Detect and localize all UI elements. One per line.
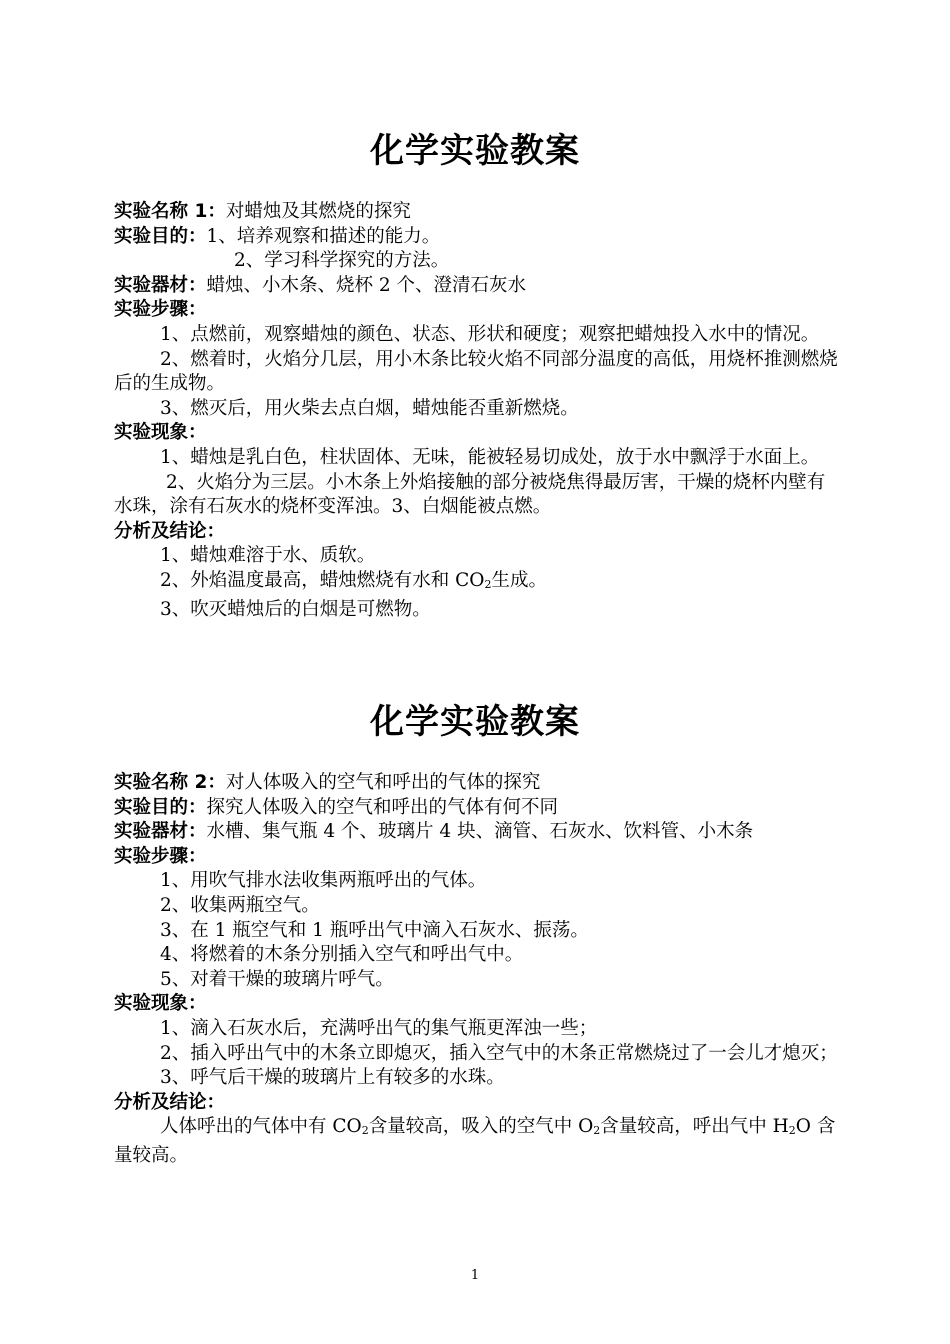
purpose-line [114,225,838,250]
section1-title: 化学实验教案 [370,131,580,171]
step-item: 2、收集两瓶空气。 [160,894,320,916]
steps-label: 实验步骤： [114,299,207,321]
step-item: 2、燃着时，火焰分几层，用小木条比较火焰不同部分温度的高低，用烧杯推测燃烧后的生成物。 [114,348,838,395]
conclusion-text: 人体呼出的气体中有 CO [160,1116,362,1138]
conclusion-text: 含量较高，呼出气中 H [600,1116,789,1138]
conclusion-text: 2、外焰温度最高，蜡烛燃烧有水和 CO [160,569,485,591]
step-item: 3、在 1 瓶空气和 1 瓶呼出气中滴入石灰水、振荡。 [160,919,589,941]
phenomenon-item: 2、插入呼出气中的木条立即熄灭，插入空气中的木条正常燃烧过了一会儿才熄灭； [160,1042,838,1064]
purpose-label: 实验目的： [114,225,207,247]
conclusion-item [114,1115,838,1168]
phenomenon-item: 2、火焰分为三层。小木条上外焰接触的部分被烧焦得最厉害，干燥的烧杯内壁有水珠，涂有石灰水的烧杯变浑浊。3、白烟能被点燃。 [114,471,826,518]
equipment-label: 实验器材： [114,274,207,296]
experiment-name-line [114,771,838,796]
conclusion-label: 分析及结论： [114,1091,226,1113]
page-number: 1 [470,1268,480,1283]
purpose-line [114,796,838,821]
conclusion-item: 3、吹灭蜡烛后的白烟是可燃物。 [160,598,431,620]
subscript: 2 [361,1124,369,1138]
conclusion-text: O 含量较高。 [114,1116,836,1166]
conclusion-label: 分析及结论： [114,520,226,542]
conclusion-item [114,569,838,598]
phenomena-label: 实验现象： [114,993,207,1015]
conclusion-text: 生成。 [491,569,547,591]
phenomenon-item: 3、呼气后干燥的玻璃片上有较多的水珠。 [160,1067,505,1089]
phenomenon-item: 1、蜡烛是乳白色，柱状固体、无味，能被轻易切成处，放于水中飘浮于水面上。 [160,446,820,468]
phenomena-label: 实验现象： [114,422,207,444]
experiment-name-value: 对蜡烛及其燃烧的探究 [225,201,411,222]
equipment-label: 实验器材： [114,821,207,843]
step-item: 1、点燃前，观察蜡烛的颜色、状态、形状和硬度；观察把蜡烛投入水中的情况。 [160,323,820,345]
purpose-label: 实验目的： [114,796,207,818]
equipment-line [114,820,838,845]
equipment-value: 水槽、集气瓶 4 个、玻璃片 4 块、滴管、石灰水、饮料管、小木条 [206,821,754,843]
purpose-item: 2、学习科学探究的方法。 [234,250,450,272]
experiment-name-label: 实验名称 1： [114,201,226,222]
section2-body [114,771,838,1169]
experiment-name-label: 实验名称 2： [114,772,226,793]
conclusion-text: 含量较高，吸入的空气中 O [368,1116,594,1138]
section2-title: 化学实验教案 [370,702,580,742]
step-item: 3、燃灭后，用火柴去点白烟，蜡烛能否重新燃烧。 [160,397,579,419]
equipment-value: 蜡烛、小木条、烧杯 2 个、澄清石灰水 [206,274,527,296]
step-item: 1、用吹气排水法收集两瓶呼出的气体。 [160,870,487,892]
subscript: 2 [593,1124,601,1138]
phenomenon-item: 1、滴入石灰水后，充满呼出气的集气瓶更浑浊一些； [160,1017,598,1039]
steps-label: 实验步骤： [114,845,207,867]
step-item: 4、将燃着的木条分别插入空气和呼出气中。 [160,944,524,966]
step-item: 5、对着干燥的玻璃片呼气。 [160,968,394,990]
conclusion-item: 1、蜡烛难溶于水、质软。 [160,545,376,567]
experiment-name-value: 对人体吸入的空气和呼出的气体的探究 [225,772,541,793]
purpose-item: 1、培养观察和描述的能力。 [206,225,441,247]
experiment-name-line [114,200,838,225]
equipment-line [114,274,838,299]
section1-body [114,200,838,622]
subscript: 2 [484,577,492,591]
subscript: 2 [788,1124,796,1138]
purpose-value: 探究人体吸入的空气和呼出的气体有何不同 [206,796,559,818]
